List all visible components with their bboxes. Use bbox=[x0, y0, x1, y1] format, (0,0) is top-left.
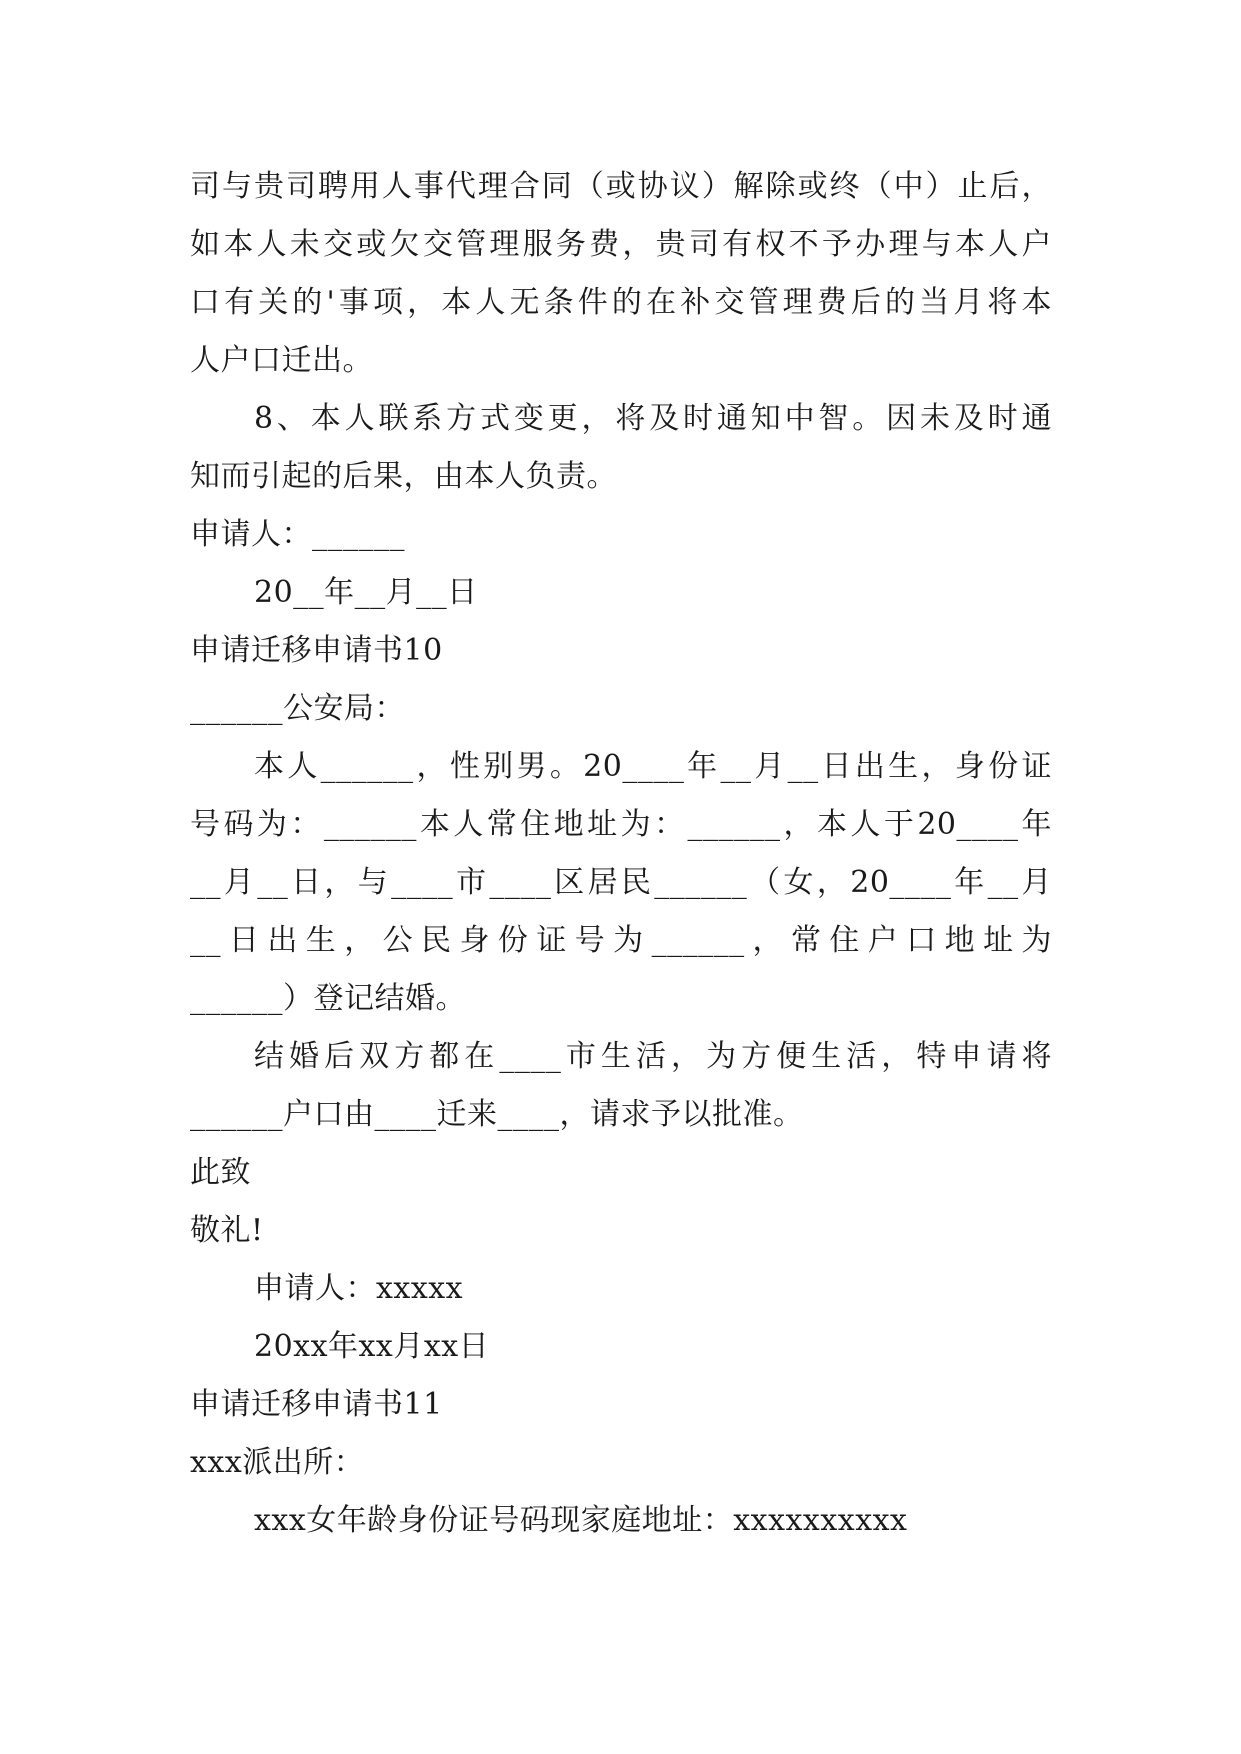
paragraph-line: __日出生，公民身份证号为______，常住户口地址为 bbox=[190, 923, 1052, 958]
date-line: 20__年__月__日 bbox=[254, 575, 478, 610]
date-line: 20xx年xx月xx日 bbox=[254, 1329, 490, 1364]
paragraph-line: 结婚后双方都在____市生活，为方便生活，特申请将 bbox=[254, 1039, 1052, 1074]
applicant-signature-line: 申请人：xxxxx bbox=[254, 1271, 464, 1306]
addressee-line: xxx派出所： bbox=[190, 1445, 365, 1480]
closing-line: 此致 bbox=[190, 1155, 251, 1190]
section-heading: 申请迁移申请书10 bbox=[190, 633, 443, 668]
paragraph-line: 号码为：______本人常住地址为：______，本人于20____年 bbox=[190, 807, 1052, 842]
paragraph-line: 口有关的'事项，本人无条件的在补交管理费后的当月将本 bbox=[190, 285, 1052, 320]
paragraph-line: 司与贵司聘用人事代理合同（或协议）解除或终（中）止后， bbox=[190, 169, 1052, 204]
paragraph-line: 8、本人联系方式变更，将及时通知中智。因未及时通 bbox=[254, 401, 1052, 436]
paragraph-line: 如本人未交或欠交管理服务费，贵司有权不予办理与本人户 bbox=[190, 227, 1052, 262]
paragraph-line: 本人______，性别男。20____年__月__日出生，身份证 bbox=[254, 749, 1052, 784]
document-body bbox=[190, 158, 1052, 1550]
paragraph-line: __月__日，与____市____区居民______（女，20____年__月 bbox=[190, 865, 1052, 900]
section-heading: 申请迁移申请书11 bbox=[190, 1387, 443, 1422]
addressee-line: ______公安局： bbox=[190, 691, 405, 726]
paragraph-line: ______）登记结婚。 bbox=[190, 981, 466, 1016]
paragraph-line: ______户口由____迁来____，请求予以批准。 bbox=[190, 1097, 804, 1132]
paragraph-line: xxx女年龄身份证号码现家庭地址：xxxxxxxxxx bbox=[254, 1503, 908, 1538]
applicant-signature-line: 申请人：______ bbox=[190, 517, 405, 552]
paragraph-line: 知而引起的后果，由本人负责。 bbox=[190, 459, 617, 494]
paragraph-line: 人户口迁出。 bbox=[190, 343, 373, 378]
salutation-line: 敬礼! bbox=[190, 1213, 264, 1248]
